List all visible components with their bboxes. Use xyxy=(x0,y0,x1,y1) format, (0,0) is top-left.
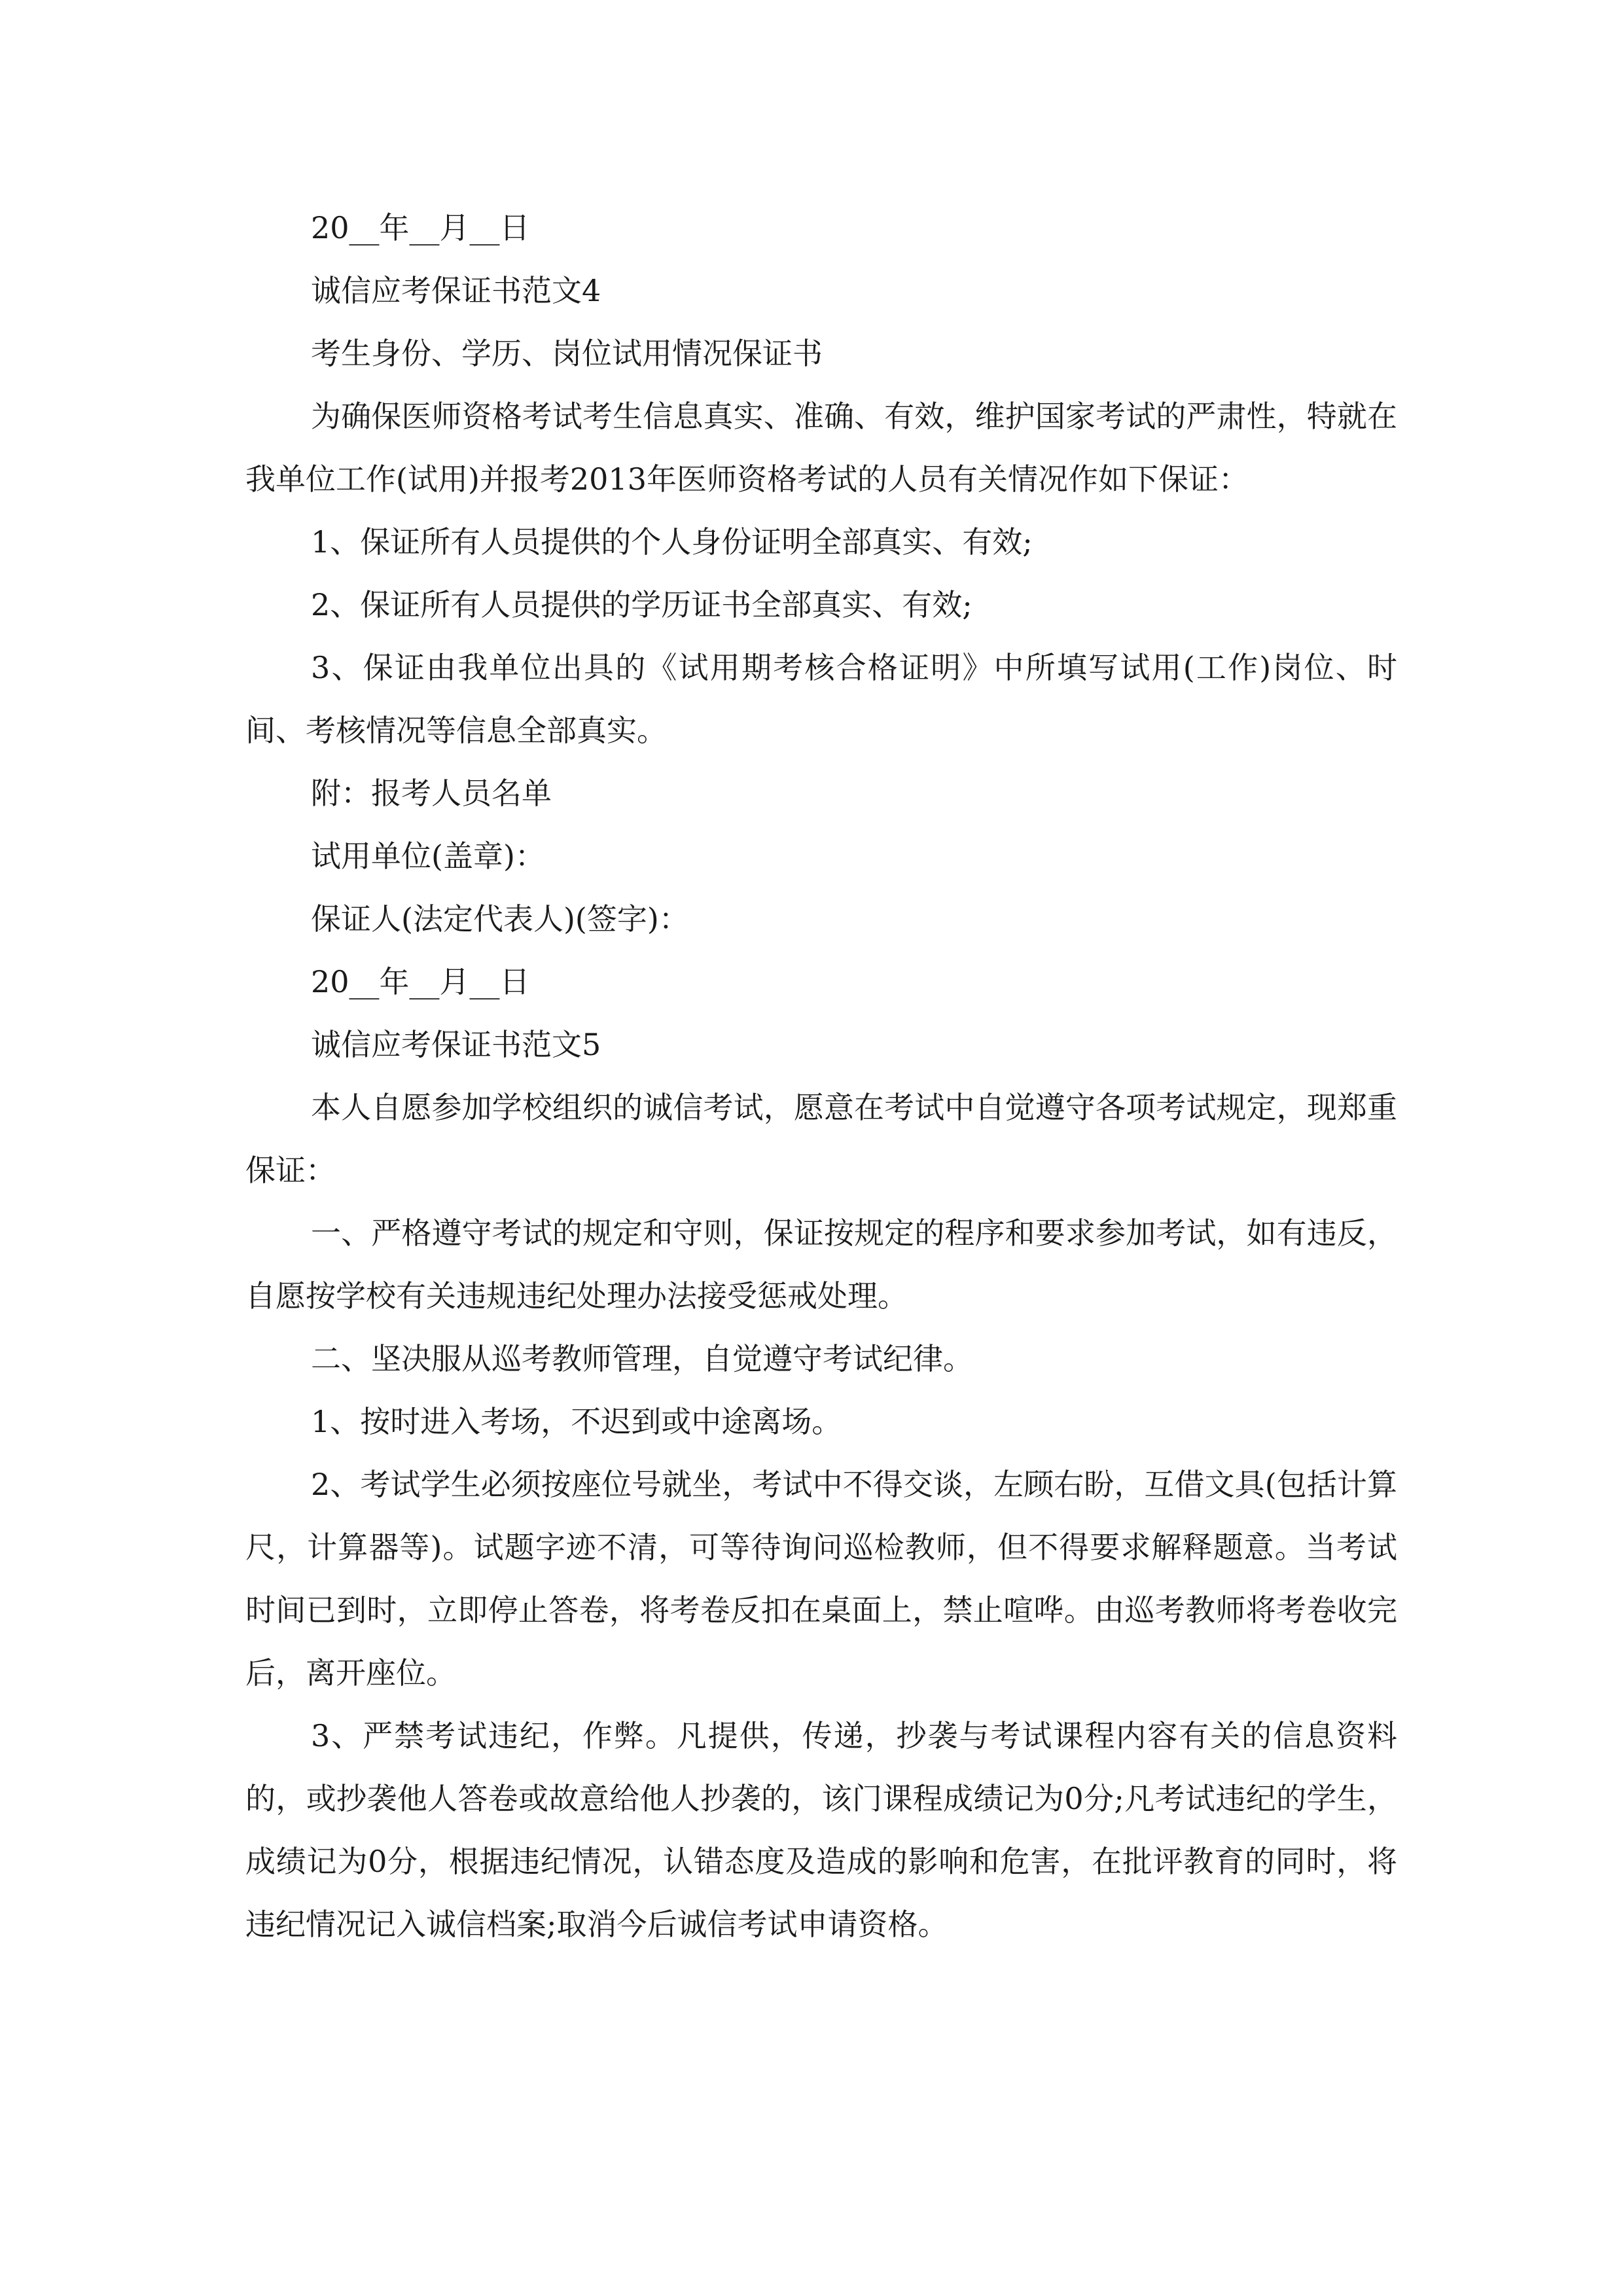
section-heading: 诚信应考保证书范文4 xyxy=(311,273,601,308)
unit-seal-line: 试用单位(盖章)： xyxy=(311,838,545,874)
document-body xyxy=(245,196,1397,1956)
rule-item: 1、按时进入考场，不迟到或中途离场。 xyxy=(311,1404,842,1439)
rule-item: 3、严禁考试违纪，作弊。凡提供，传递，抄袭与考试课程内容有关的信息资料的，或抄袭他人答卷或故意给他人抄袭的，该门课程成绩记为0分;凡考试违纪的学生，成绩记为0分，根据违纪情况，认错态度及造成的影响和危害，在批评教育的同时，将违纪情况记入诚信档案;取消今后诚信考试申请资格。 xyxy=(245,1718,1397,1942)
section-heading: 诚信应考保证书范文5 xyxy=(311,1027,601,1062)
clause-paragraph: 一、严格遵守考试的规定和守则，保证按规定的程序和要求参加考试，如有违反，自愿按学校有关违规违纪处理办法接受惩戒处理。 xyxy=(245,1215,1397,1314)
list-item: 2、保证所有人员提供的学历证书全部真实、有效; xyxy=(311,587,972,622)
list-item: 1、保证所有人员提供的个人身份证明全部真实、有效; xyxy=(311,524,1033,560)
paragraph-intro: 本人自愿参加学校组织的诚信考试，愿意在考试中自觉遵守各项考试规定，现郑重保证： xyxy=(245,1090,1397,1188)
rule-item: 2、考试学生必须按座位号就坐，考试中不得交谈，左顾右盼，互借文具(包括计算尺，计算器等)。试题字迹不清，可等待询问巡检教师，但不得要求解释题意。当考试时间已到时，立即停止答卷，将考卷反扣在桌面上，禁止喧哗。由巡考教师将考卷收完后，离开座位。 xyxy=(245,1467,1397,1691)
clause-paragraph: 二、坚决服从巡考教师管理，自觉遵守考试纪律。 xyxy=(311,1341,973,1376)
date-line: 20__年__月__日 xyxy=(311,210,530,245)
signature-line: 保证人(法定代表人)(签字)： xyxy=(311,901,689,937)
list-item: 3、保证由我单位出具的《试用期考核合格证明》中所填写试用(工作)岗位、时间、考核情况等信息全部真实。 xyxy=(245,650,1397,748)
section-subtitle: 考生身份、学历、岗位试用情况保证书 xyxy=(311,336,823,371)
attachment-line: 附：报考人员名单 xyxy=(311,776,552,811)
paragraph-intro: 为确保医师资格考试考生信息真实、准确、有效，维护国家考试的严肃性，特就在我单位工作(试用)并报考2013年医师资格考试的人员有关情况作如下保证： xyxy=(245,399,1397,497)
date-line: 20__年__月__日 xyxy=(311,964,530,999)
